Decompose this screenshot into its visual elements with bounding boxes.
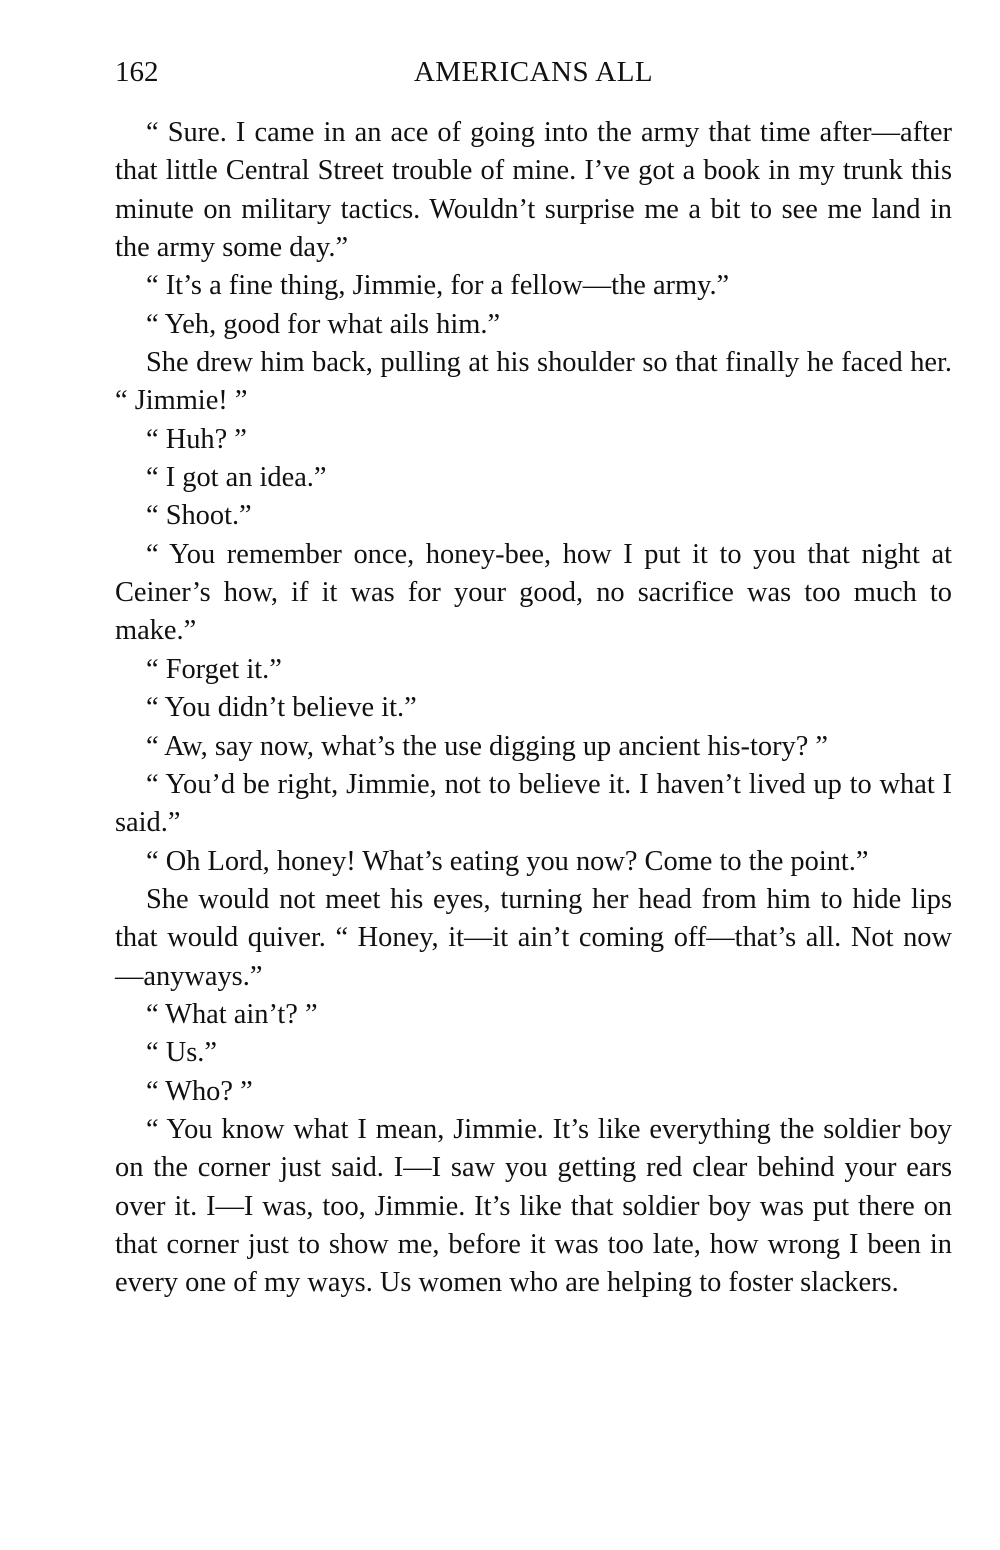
running-head: [115, 52, 952, 92]
paragraph: “ It’s a fine thing, Jimmie, for a fellow—the army.”: [146, 270, 730, 302]
paragraph: “ Who? ”: [146, 1075, 253, 1107]
book-page: [115, 52, 952, 1303]
paragraph: “ Huh? ”: [146, 423, 247, 455]
paragraph: “ I got an idea.”: [146, 462, 327, 494]
page-number: 162: [115, 56, 159, 88]
paragraph: She drew him back, pulling at his shoulder so that finally he faced her. “ Jimmie! ”: [115, 347, 952, 417]
paragraph: “ You’d be right, Jimmie, not to believe it. I haven’t lived up to what I said.”: [115, 768, 952, 839]
paragraph: “ Us.”: [146, 1037, 217, 1069]
paragraph: “ Forget it.”: [146, 653, 282, 685]
paragraph: “ You didn’t believe it.”: [146, 692, 417, 724]
body-text: [115, 114, 952, 1303]
paragraph: “ You know what I mean, Jimmie. It’s like everything the soldier boy on the corner just said. I—I saw you getting red clear behind your ears over it. I—I was, too, Jimmie. It’s like that soldier boy was put there on that corner just to show me, before it was too late, how wrong I been in every one of my ways. Us women who are helping to foster slackers.: [115, 1113, 952, 1299]
paragraph: She would not meet his eyes, turning her head from him to hide lips that would quiver. “ Honey, it—it ain’t coming off—that’s all. Not now—anyways.”: [115, 883, 952, 992]
paragraph: “ Oh Lord, honey! What’s eating you now? Come to the point.”: [146, 845, 869, 877]
paragraph: “ You remember once, honey-bee, how I put it to you that night at Ceiner’s how, if it was for your good, no sacrifice was too much to make.”: [115, 538, 952, 647]
paragraph: “ Aw, say now, what’s the use digging up ancient his-tory? ”: [146, 730, 829, 762]
running-title: AMERICANS ALL: [413, 56, 654, 88]
paragraph: “ Yeh, good for what ails him.”: [146, 308, 501, 340]
paragraph: “ What ain’t? ”: [146, 998, 318, 1030]
paragraph: “ Sure. I came in an ace of going into the army that time after—after that little Central Street trouble of mine. I’ve got a book in my trunk this minute on military tactics. Wouldn’t surprise me a bit to see me land in the army some day.”: [115, 117, 952, 264]
paragraph: “ Shoot.”: [146, 500, 252, 532]
